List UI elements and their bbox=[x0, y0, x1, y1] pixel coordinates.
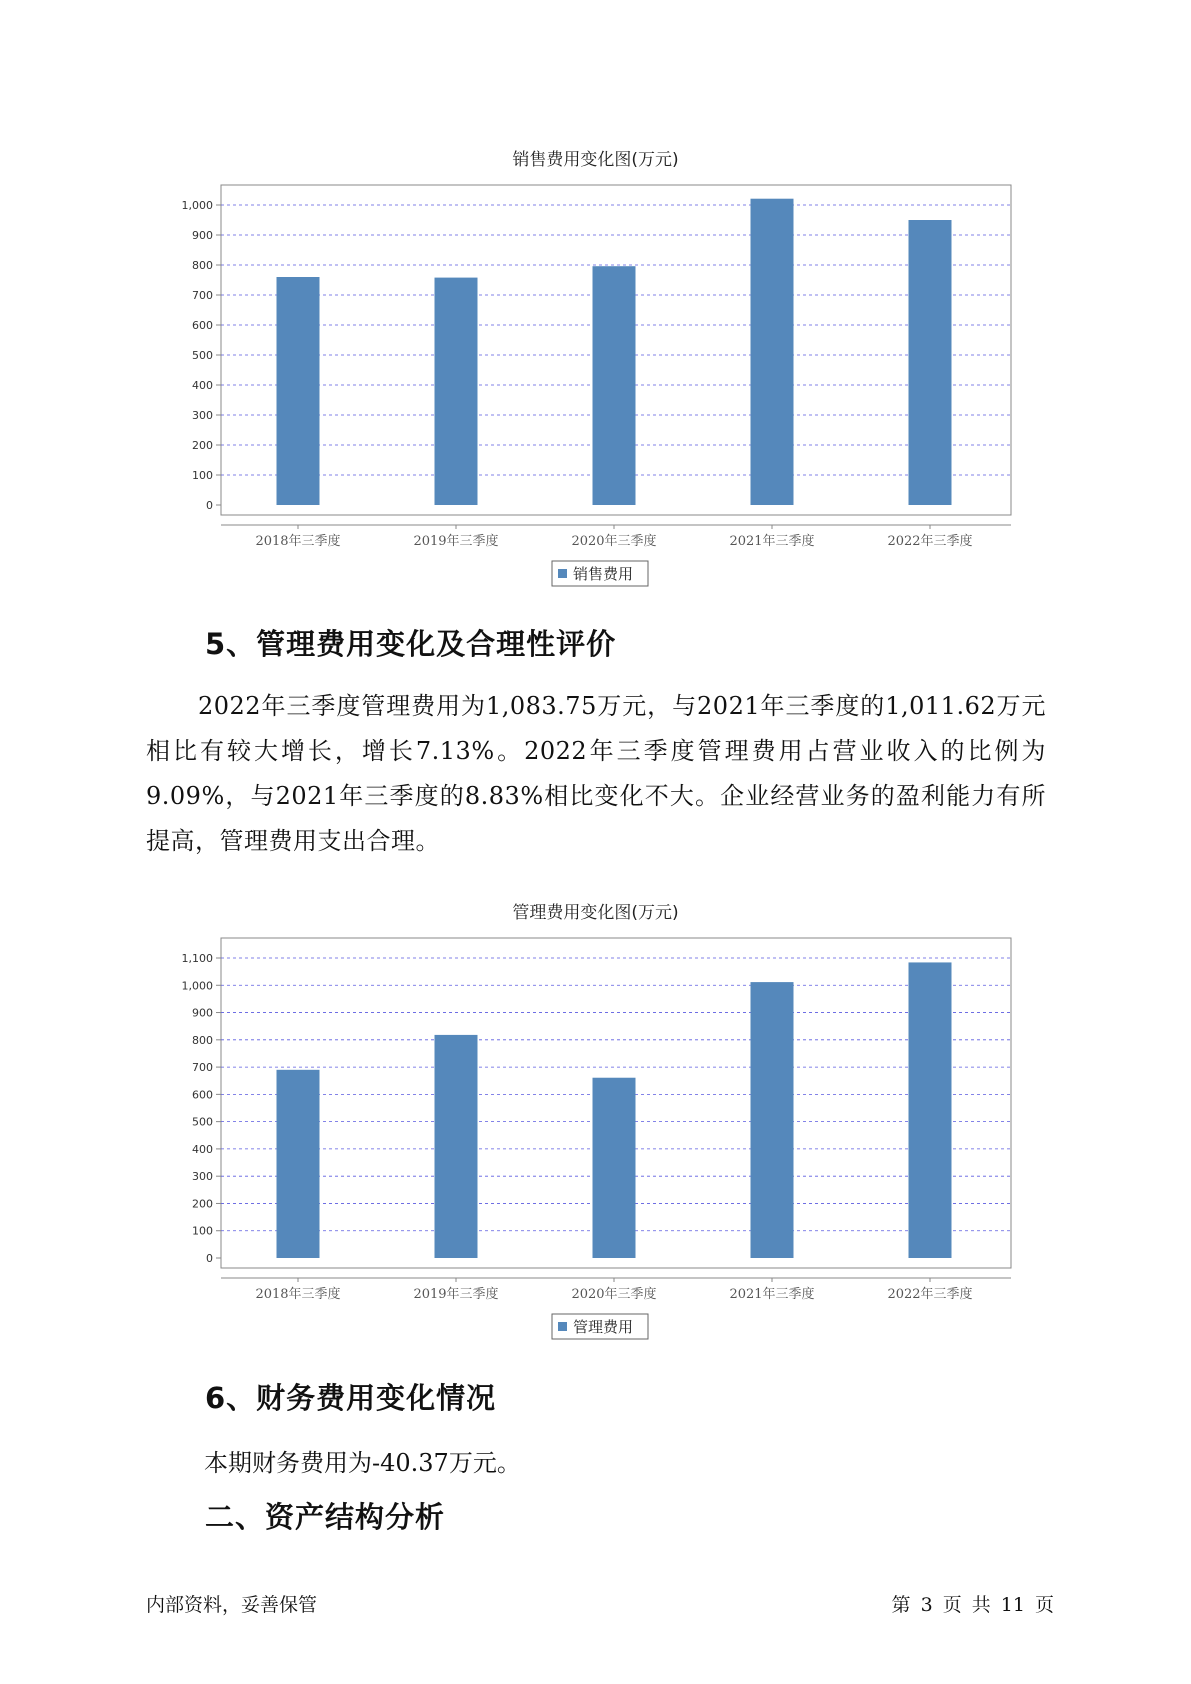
y-tick-label: 200 bbox=[192, 1197, 213, 1211]
bar bbox=[909, 962, 952, 1258]
y-tick-label: 1,000 bbox=[181, 199, 213, 212]
y-tick-label: 500 bbox=[192, 349, 213, 362]
y-tick-label: 500 bbox=[192, 1115, 213, 1129]
section-6-text: 本期财务费用为-40.37万元。 bbox=[204, 1449, 521, 1477]
chart-title-sales: 销售费用变化图(万元) bbox=[512, 150, 679, 170]
bar bbox=[751, 982, 794, 1258]
x-tick-label: 2020年三季度 bbox=[571, 534, 657, 549]
x-tick-label: 2019年三季度 bbox=[413, 534, 499, 549]
x-tick-label: 2021年三季度 bbox=[729, 1287, 815, 1302]
x-tick-label: 2022年三季度 bbox=[887, 534, 973, 549]
y-tick-label: 700 bbox=[192, 1061, 213, 1075]
bar bbox=[909, 220, 952, 505]
legend-label: 管理费用 bbox=[573, 1318, 634, 1336]
y-tick-label: 800 bbox=[192, 1033, 213, 1047]
bar bbox=[593, 1078, 636, 1258]
y-tick-label: 1,000 bbox=[181, 979, 213, 993]
part-2-heading: 二、资产结构分析 bbox=[205, 1500, 446, 1534]
y-tick-label: 100 bbox=[192, 1224, 213, 1238]
y-tick-label: 600 bbox=[192, 319, 213, 332]
y-tick-label: 400 bbox=[192, 379, 213, 392]
section-5-paragraph bbox=[146, 684, 1046, 864]
legend-swatch bbox=[558, 569, 567, 578]
y-tick-label: 1,100 bbox=[181, 952, 213, 965]
legend-label: 销售费用 bbox=[573, 565, 634, 583]
section-5-heading: 5、管理费用变化及合理性评价 bbox=[205, 627, 617, 661]
y-tick-label: 300 bbox=[192, 1170, 213, 1184]
bar bbox=[435, 278, 478, 505]
footer-page-number: 第 3 页 共 11 页 bbox=[891, 1594, 1054, 1616]
y-tick-label: 400 bbox=[192, 1142, 213, 1156]
x-tick-label: 2022年三季度 bbox=[887, 1287, 973, 1302]
bar bbox=[435, 1035, 478, 1258]
x-tick-label: 2018年三季度 bbox=[255, 534, 341, 549]
y-tick-label: 700 bbox=[192, 289, 213, 302]
chart-title-admin: 管理费用变化图(万元) bbox=[512, 903, 679, 923]
bar bbox=[277, 277, 320, 505]
y-tick-label: 900 bbox=[192, 229, 213, 242]
bar bbox=[751, 199, 794, 505]
x-tick-label: 2018年三季度 bbox=[255, 1287, 341, 1302]
y-tick-label: 0 bbox=[206, 1252, 213, 1265]
y-tick-label: 600 bbox=[192, 1088, 213, 1102]
bar bbox=[277, 1070, 320, 1258]
x-tick-label: 2021年三季度 bbox=[729, 534, 815, 549]
y-tick-label: 100 bbox=[192, 469, 213, 482]
x-tick-label: 2020年三季度 bbox=[571, 1287, 657, 1302]
section-5-text: 2022年三季度管理费用为1,083.75万元，与2021年三季度的1,011.62万元相比有较大增长，增长7.13%。2022年三季度管理费用占营业收入的比例为9.09%，与2021年三季度的8.83%相比变化不大。企业经营业务的盈利能力有所提高，管理费用支出合理。 bbox=[146, 692, 1046, 855]
footer-confidential-note: 内部资料，妥善保管 bbox=[146, 1594, 318, 1616]
y-tick-label: 800 bbox=[192, 259, 213, 272]
sales-expense-chart bbox=[0, 170, 1191, 590]
x-tick-label: 2019年三季度 bbox=[413, 1287, 499, 1302]
y-tick-label: 300 bbox=[192, 409, 213, 422]
admin-expense-chart bbox=[0, 923, 1191, 1343]
y-tick-label: 200 bbox=[192, 439, 213, 452]
bar bbox=[593, 266, 636, 505]
y-tick-label: 0 bbox=[206, 499, 213, 512]
y-tick-label: 900 bbox=[192, 1006, 213, 1020]
section-6-heading: 6、财务费用变化情况 bbox=[205, 1381, 497, 1415]
legend-swatch bbox=[558, 1322, 567, 1331]
